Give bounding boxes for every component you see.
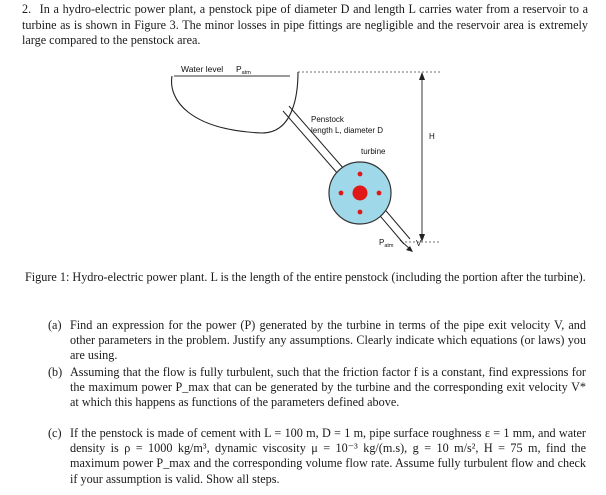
reservoir (172, 72, 298, 133)
turbine-blade-dot (358, 172, 363, 177)
problem-number: 2. (22, 2, 32, 16)
turbine-label: turbine (361, 147, 386, 156)
part-b-text: Assuming that the flow is fully turbulent, such that the friction factor f is a constant, find expressions for the maximum power P_max that can be generated by the turbine and the corresponding exit velocity V* at which this happens as functions of the parameters defined above. (70, 365, 586, 410)
patm-top-label: $P_{atm}$ (236, 64, 251, 76)
part-b (48, 365, 586, 411)
turbine-blade-dot (339, 191, 344, 196)
patm-exit-label: $P_{atm}$ (379, 238, 394, 249)
part-b-label: (b) (48, 365, 63, 379)
penstock-label-1: Penstock (311, 115, 344, 124)
part-a-label: (a) (48, 318, 62, 332)
velocity-label: V (416, 239, 422, 248)
water-level-label: Water level (181, 64, 224, 74)
turbine-blade-dot (358, 210, 363, 215)
part-c-text: If the penstock is made of cement with L = 100 m, D = 1 m, pipe surface roughness ε = 1 mm, and water density is ρ = 1000 kg/m³, dynamic viscosity μ = 10⁻³ kg/(m.s), g = 10 m/s², H = 75 m, find the maximum power P_max and the corresponding volume flow rate. Assume fully turbulent flow and check if your assumption is valid. Show all steps. (70, 426, 586, 486)
part-c (48, 426, 586, 487)
figure-caption: Figure 1: Hydro-electric power plant. L is the length of the entire penstock (including the portion after the turbine). (25, 270, 586, 284)
problem-text: In a hydro-electric power plant, a penstock pipe of diameter D and length L carries water from a reservoir to a turbine as is shown in Figure 3. The minor losses in pipe fittings are negligible and the reservoir area is extremely large compared to the penstock area. (22, 2, 588, 47)
part-c-label: (c) (48, 426, 62, 440)
turbine-hub (353, 186, 368, 201)
height-arrow-head-top (419, 72, 425, 80)
penstock-label-2: length L, diameter D (311, 126, 384, 135)
part-a-text: Find an expression for the power (P) generated by the turbine in terms of the pipe exit velocity V, and other parameters in the problem. Justify any assumptions. Clearly indicate which equations (or laws) you are using. (70, 318, 586, 363)
turbine-blade-dot (377, 191, 382, 196)
part-a (48, 318, 586, 364)
height-label: H (429, 132, 435, 141)
